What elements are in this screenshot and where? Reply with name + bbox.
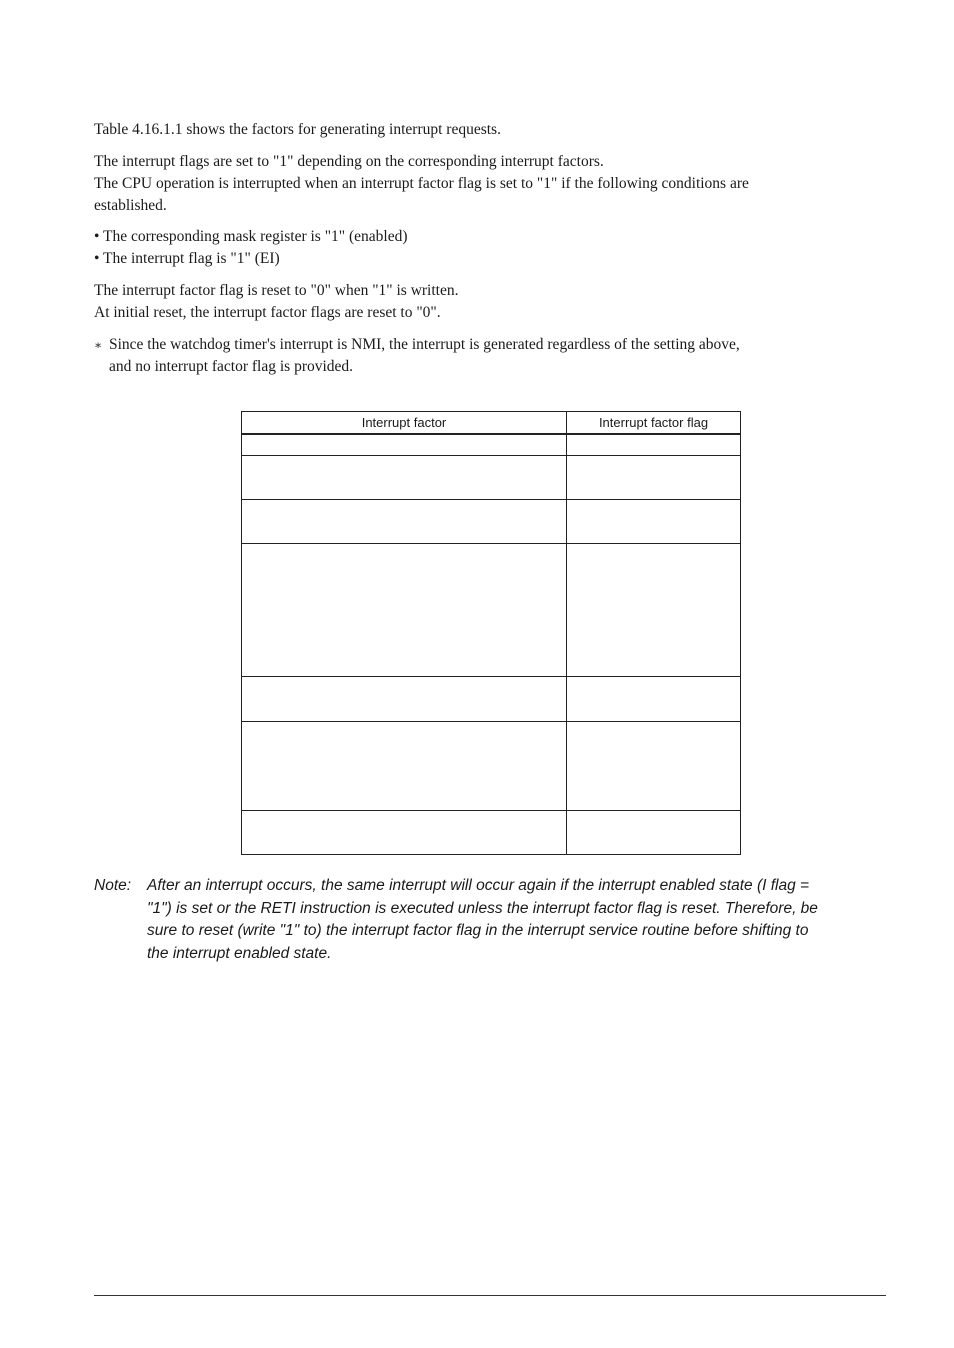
reset-line-2: At initial reset, the interrupt factor flags are reset to "0". — [94, 304, 441, 321]
factor-cell — [242, 499, 567, 543]
note-line-3: sure to reset (write "1" to) the interrupt factor flag in the interrupt service routine before shifting to — [147, 922, 809, 939]
flag-cell — [567, 434, 741, 455]
reset-line-1: The interrupt factor flag is reset to "0" when "1" is written. — [94, 282, 459, 299]
footnote-line-1: Since the watchdog timer's interrupt is NMI, the interrupt is generated regardless of the setting above, — [109, 336, 740, 353]
footnote-asterisk: ∗ — [94, 338, 103, 352]
table-row — [242, 543, 741, 676]
factor-cell — [242, 810, 567, 854]
factor-cell — [242, 434, 567, 455]
flags-line-3: established. — [94, 197, 167, 214]
footnote-line-2: and no interrupt factor flag is provided. — [109, 358, 354, 375]
note — [94, 875, 894, 965]
table-row — [242, 499, 741, 543]
table-row — [242, 721, 741, 810]
flag-cell — [567, 499, 741, 543]
intro-paragraph — [94, 119, 894, 141]
table-row — [242, 810, 741, 854]
table-row — [242, 676, 741, 721]
factor-cell — [242, 543, 567, 676]
note-line-2: "1") is set or the RETI instruction is executed unless the interrupt factor flag is reset. Therefore, be — [147, 899, 818, 917]
header-interrupt-factor: Interrupt factor — [242, 412, 567, 435]
flag-cell — [567, 810, 741, 854]
flags-line-1: The interrupt flags are set to "1" depending on the corresponding interrupt factors. — [94, 153, 604, 170]
table-row — [242, 455, 741, 499]
condition-item: • The corresponding mask register is "1" (enabled) — [94, 228, 408, 245]
footer-divider — [94, 1295, 886, 1296]
interrupt-factor-table — [241, 411, 741, 855]
note-line-1: After an interrupt occurs, the same interrupt will occur again if the interrupt enabled state (I flag = — [147, 877, 810, 894]
flag-cell — [567, 455, 741, 499]
flag-cell — [567, 676, 741, 721]
factor-cell — [242, 455, 567, 499]
factor-cell — [242, 676, 567, 721]
flag-cell — [567, 721, 741, 810]
header-interrupt-factor-flag: Interrupt factor flag — [567, 412, 741, 435]
condition-item: • The interrupt flag is "1" (EI) — [94, 250, 280, 267]
intro-text: Table 4.16.1.1 shows the factors for generating interrupt requests. — [94, 121, 501, 138]
conditions-list — [94, 226, 894, 270]
flags-line-2: The CPU operation is interrupted when an interrupt factor flag is set to "1" if the following conditions are — [94, 175, 749, 192]
note-line-4: the interrupt enabled state. — [147, 944, 332, 962]
note-label: Note: — [94, 877, 132, 894]
table-row — [242, 434, 741, 455]
footnote — [94, 334, 894, 378]
table-header-row — [242, 412, 741, 435]
reset-paragraph — [94, 280, 894, 324]
flags-paragraph — [94, 151, 894, 217]
flag-cell — [567, 543, 741, 676]
factor-cell — [242, 721, 567, 810]
